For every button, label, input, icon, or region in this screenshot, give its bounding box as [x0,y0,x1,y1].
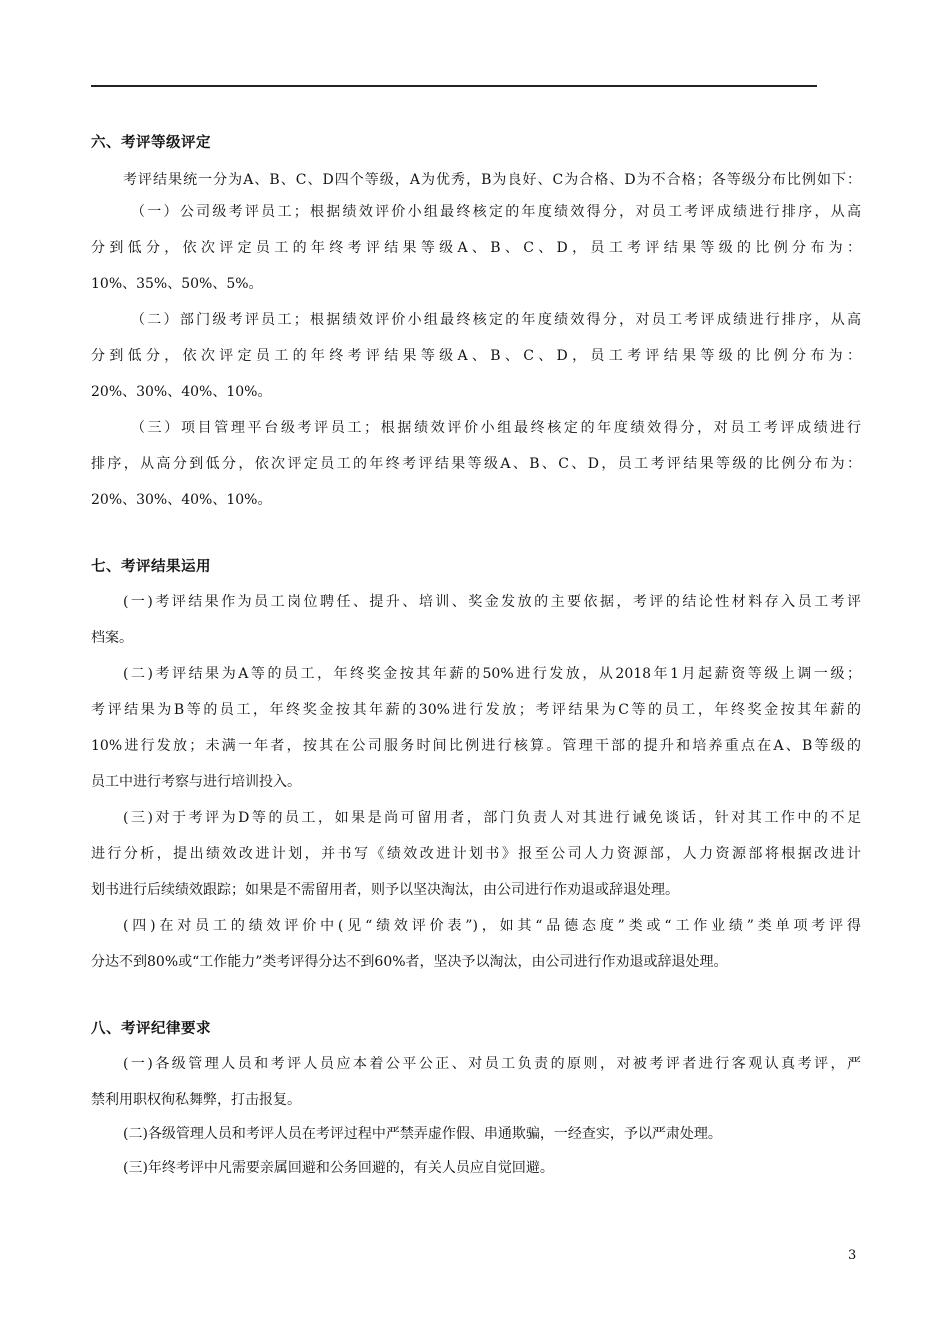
paragraph-line: 排序，从高分到低分，依次评定员工的年终考评结果等级A、B、C、D，员工考评结果等级的比例分布为： [91,456,861,472]
paragraph-line: 10%、35%、50%、5%。 [91,276,263,292]
paragraph-line: （一）公司级考评员工；根据绩效评价小组最终核定的年度绩效得分，对员工考评成绩进行排序，从高 [131,204,861,220]
paragraph-line: 分到低分，依次评定员工的年终考评结果等级A、B、C、D，员工考评结果等级的比例分布为： [91,348,861,364]
paragraph-line: （三）项目管理平台级考评员工；根据绩效评价小组最终核定的年度绩效得分，对员工考评成绩进行 [131,420,861,436]
paragraph-line: (一)各级管理人员和考评人员应本着公平公正、对员工负责的原则，对被考评者进行客观认真考评，严 [123,1056,861,1072]
section-7-heading: 七、考评结果运用 [91,559,211,575]
paragraph-line: 划书进行后续绩效跟踪；如果是不需留用者，则予以坚决淘汰，由公司进行作劝退或辞退处理。 [91,882,679,898]
paragraph-line: （二）部门级考评员工；根据绩效评价小组最终核定的年度绩效得分，对员工考评成绩进行排序，从高 [131,312,861,328]
paragraph-line: (二)考评结果为A等的员工，年终奖金按其年薪的50%进行发放，从2018年1月起薪资等级上调一级； [123,666,861,682]
paragraph-line: (三)对于考评为D等的员工，如果是尚可留用者，部门负责人对其进行诫免谈话，针对其工作中的不足 [123,810,861,826]
paragraph-line: 20%、30%、40%、10%。 [91,492,272,508]
section-6-intro: 考评结果统一分为A、B、C、D四个等级，A为优秀，B为良好、C为合格、D为不合格；各等级分布比例如下： [123,172,861,188]
paragraph-line: (三)年终考评中凡需要亲属回避和公务回避的，有关人员应自觉回避。 [123,1160,554,1176]
paragraph-line: 禁利用职权徇私舞弊，打击报复。 [91,1092,301,1108]
paragraph-line: 分达不到80%或“工作能力”类考评得分达不到60%者，坚决予以淘汰，由公司进行作劝退或辞退处理。 [91,954,728,970]
paragraph-line: (一)考评结果作为员工岗位聘任、提升、培训、奖金发放的主要依据，考评的结论性材料存入员工考评 [123,594,861,610]
paragraph-line: (四)在对员工的绩效评价中(见“绩效评价表”)，如其“品德态度”类或“工作业绩”类单项考评得 [123,918,861,934]
paragraph-line: 10%进行发放；未满一年者，按其在公司服务时间比例进行核算。管理干部的提升和培养重点在A、B等级的 [91,738,861,754]
paragraph-line: 档案。 [91,630,133,646]
paragraph-line: 20%、30%、40%、10%。 [91,384,272,400]
header-rule [91,85,817,87]
page-number: 3 [848,1248,857,1263]
paragraph-line: 进行分析，提出绩效改进计划，并书写《绩效改进计划书》报至公司人力资源部，人力资源部将根据改进计 [91,846,861,862]
paragraph-line: 分到低分，依次评定员工的年终考评结果等级A、B、C、D，员工考评结果等级的比例分布为： [91,240,861,256]
section-6-heading: 六、考评等级评定 [91,135,211,151]
paragraph-line: (二)各级管理人员和考评人员在考评过程中严禁弄虚作假、串通欺骗，一经查实，予以严肃处理。 [123,1126,722,1142]
section-8-heading: 八、考评纪律要求 [91,1021,211,1037]
paragraph-line: 考评结果为B等的员工，年终奖金按其年薪的30%进行发放；考评结果为C等的员工，年终奖金按其年薪的 [91,702,861,718]
paragraph-line: 员工中进行考察与进行培训投入。 [91,774,301,790]
